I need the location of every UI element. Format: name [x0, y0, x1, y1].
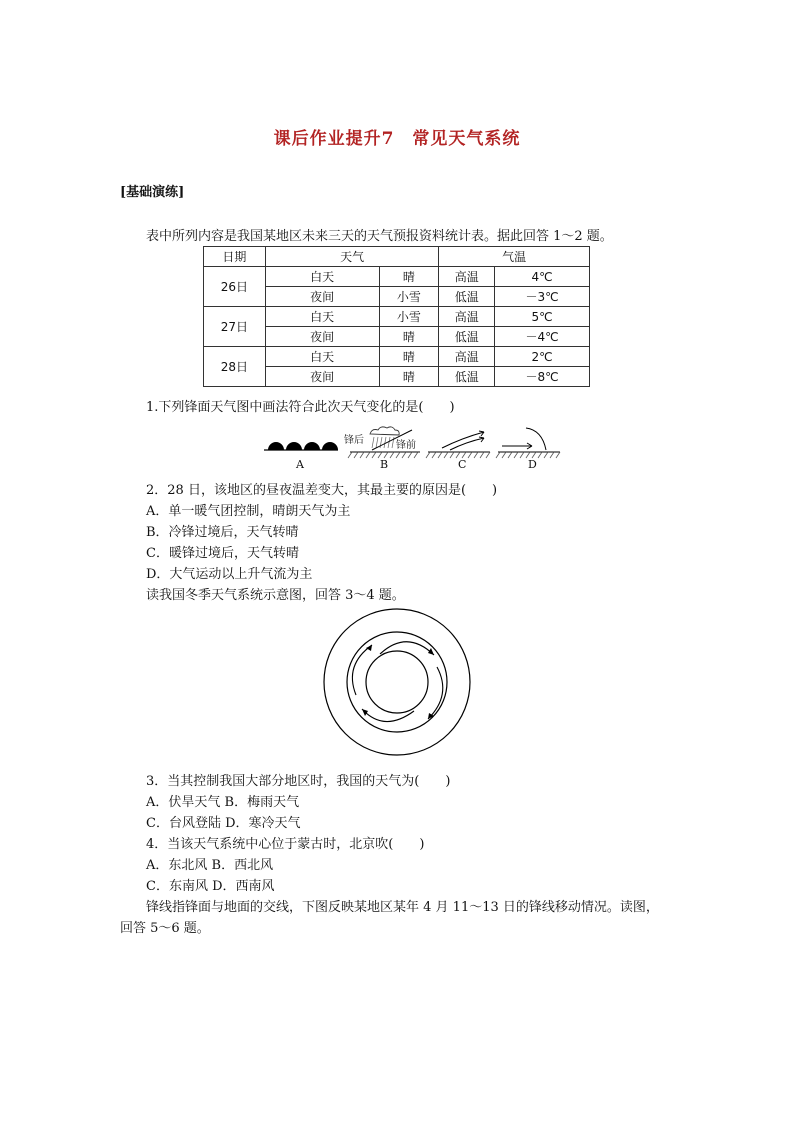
weather-cell: 晴 — [379, 327, 439, 347]
diagram-d-front-arrow — [496, 428, 560, 458]
diagram-label-c: C — [458, 458, 467, 471]
q4-options-cd: C．东南风 D．西南风 — [146, 879, 275, 894]
question-1: 1.下列锋面天气图中画法符合此次天气变化的是( ) — [146, 400, 455, 415]
temp-label-cell: 高温 — [439, 267, 495, 287]
q3-options-ab: A．伏旱天气 B．梅雨天气 — [146, 795, 300, 810]
header-temperature: 气温 — [439, 247, 590, 267]
table-row — [204, 267, 590, 287]
temp-label-cell: 低温 — [439, 327, 495, 347]
diagram-label-b: B — [380, 458, 389, 471]
weather-cell: 晴 — [379, 367, 439, 387]
question-2: 2．28 日，该地区的昼夜温差变大，其最主要的原因是( ) — [146, 483, 498, 498]
weather-forecast-table — [203, 246, 590, 387]
q3-options-cd: C．台风登陆 D．寒冷天气 — [146, 816, 301, 831]
temp-cell: 2℃ — [495, 347, 590, 367]
temp-label-cell: 高温 — [439, 347, 495, 367]
q4-options-ab: A．东北风 B．西北风 — [146, 858, 274, 873]
q2-option-d: D．大气运动以上升气流为主 — [146, 567, 313, 582]
temp-label-cell: 低温 — [439, 367, 495, 387]
question-4: 4．当该天气系统中心位于蒙古时，北京吹( ) — [146, 837, 425, 852]
date-cell: 27日 — [204, 307, 266, 347]
q2-option-c: C．暖锋过境后，天气转晴 — [146, 546, 299, 561]
section-heading: [基础演练] — [120, 185, 185, 200]
weather-cell: 小雪 — [379, 287, 439, 307]
date-cell: 26日 — [204, 267, 266, 307]
period-cell: 白天 — [265, 267, 379, 287]
q2-option-a: A．单一暖气团控制，晴朗天气为主 — [146, 504, 351, 519]
diagram-a-warm-front — [264, 442, 338, 450]
period-cell: 白天 — [265, 307, 379, 327]
intro-text-3: 锋线指锋面与地面的交线，下图反映某地区某年 4 月 11～13 日的锋线移动情况。读图， — [146, 900, 659, 915]
period-cell: 夜间 — [265, 327, 379, 347]
intro-text-3-continued: 回答 5～6 题。 — [120, 921, 210, 936]
period-cell: 夜间 — [265, 287, 379, 307]
table-row — [204, 347, 590, 367]
period-cell: 白天 — [265, 347, 379, 367]
diagram-label-a: A — [296, 458, 304, 471]
period-cell: 夜间 — [265, 367, 379, 387]
q2-option-b: B．冷锋过境后，天气转晴 — [146, 525, 299, 540]
temp-cell: －8℃ — [495, 367, 590, 387]
temp-cell: 5℃ — [495, 307, 590, 327]
intro-text-2: 读我国冬季天气系统示意图，回答 3～4 题。 — [146, 588, 405, 603]
table-row — [204, 307, 590, 327]
weather-cell: 晴 — [379, 267, 439, 287]
temp-label-cell: 高温 — [439, 307, 495, 327]
diagram-c-front-arrows — [426, 431, 490, 458]
front-before-label: 锋前 — [396, 440, 416, 451]
cyclone-diagram — [322, 607, 472, 757]
header-date: 日期 — [204, 247, 266, 267]
header-weather: 天气 — [265, 247, 439, 267]
date-cell: 28日 — [204, 347, 266, 387]
temp-cell: －3℃ — [495, 287, 590, 307]
question-3: 3．当其控制我国大部分地区时，我国的天气为( ) — [146, 774, 451, 789]
front-after-label: 锋后 — [344, 435, 364, 446]
temp-label-cell: 低温 — [439, 287, 495, 307]
diagram-label-d: D — [528, 458, 537, 471]
table-header-row — [204, 247, 590, 267]
weather-cell: 晴 — [379, 347, 439, 367]
temp-cell: 4℃ — [495, 267, 590, 287]
intro-text-1: 表中所列内容是我国某地区未来三天的天气预报资料统计表。据此回答 1～2 题。 — [146, 229, 613, 244]
temp-cell: －4℃ — [495, 327, 590, 347]
page-title: 课后作业提升7 常见天气系统 — [273, 129, 521, 149]
weather-cell: 小雪 — [379, 307, 439, 327]
